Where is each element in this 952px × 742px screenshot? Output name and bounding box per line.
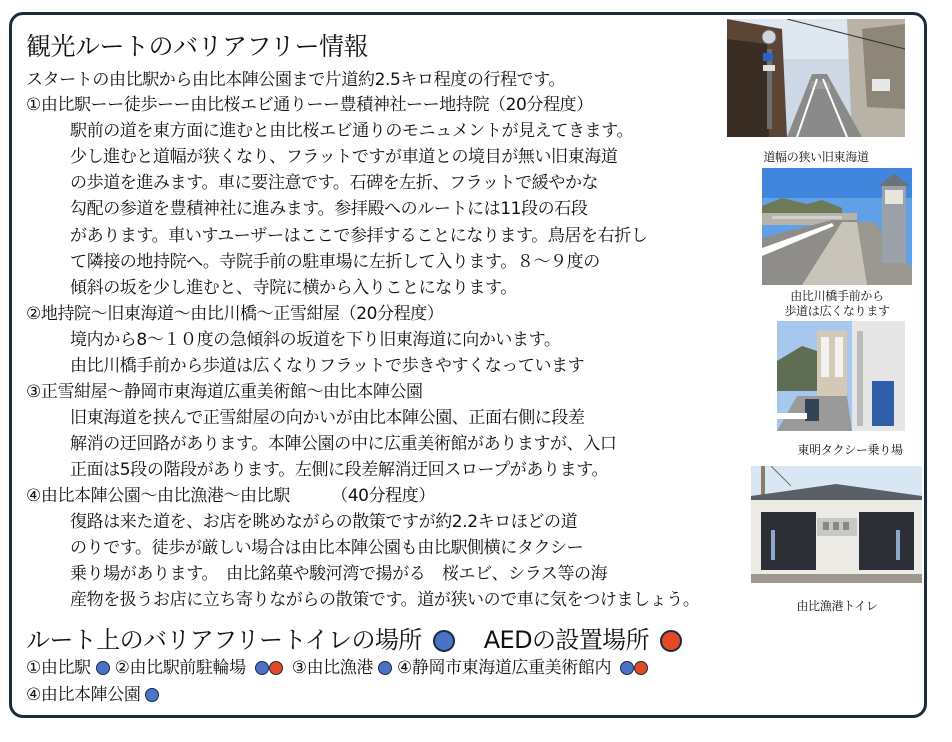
section-1-line: 傾斜の坂を少し進むと、寺院に横から入りことになります。 xyxy=(70,278,517,298)
location-name: ③由比漁港 xyxy=(291,658,373,678)
section-1-heading: ①由比駅ーー徒歩ーー由比桜エビ通りーー豊積神社ーー地持院（20分程度） xyxy=(26,95,593,115)
section-1-line: があります。車いすユーザーはここで参拝することになります。鳥居を右折し xyxy=(70,226,648,246)
section-2-line: 境内から8～１０度の急傾斜の坂道を下り旧東海道に向かいます。 xyxy=(70,330,561,350)
location-list-row-2 xyxy=(26,680,159,705)
toilet-marker-icon xyxy=(620,661,634,675)
section-3-heading: ③正雪紺屋～静岡市東海道広重美術館～由比本陣公園 xyxy=(26,382,423,402)
section-4-line: 復路は来た道を、お店を眺めながらの散策ですが約2.2キロほどの道 xyxy=(70,512,578,532)
aed-legend-label: AEDの設置場所 xyxy=(483,626,649,654)
photo-caption: 由比漁港トイレ xyxy=(796,599,878,613)
aed-marker-icon xyxy=(634,661,648,675)
bridge-sidewalk-photo xyxy=(762,168,912,285)
intro-text: スタートの由比駅から由比本陣公園まで片道約2.5キロ程度の行程です。 xyxy=(26,70,566,90)
toilet-marker-icon xyxy=(378,661,392,675)
page-title: 観光ルートのバリアフリー情報 xyxy=(26,32,369,61)
port-toilet-photo xyxy=(751,466,922,583)
location-list-row-1 xyxy=(26,653,648,678)
section-1-line: 駅前の道を東方面に進むと由比桜エビ通りのモニュメントが見えてきます。 xyxy=(70,121,634,141)
section-3-line: 旧東海道を挟んで正雪紺屋の向かいが由比本陣公園、正面右側に段差 xyxy=(70,408,585,428)
section-4-line: 産物を扱うお店に立ち寄りながらの散策です。道が狭いので車に気をつけましょう。 xyxy=(70,590,700,610)
toilet-legend-label: ルート上のバリアフリートイレの場所 xyxy=(26,626,422,654)
photo-caption: 道幅の狭い旧東海道 xyxy=(763,150,869,164)
location-name: ④静岡市東海道広重美術館内 xyxy=(397,658,612,678)
section-1-line: 勾配の参道を豊積神社に進みます。参拝殿へのルートには11段の石段 xyxy=(70,199,588,219)
taxi-stand-photo xyxy=(777,321,905,431)
toilet-marker-icon xyxy=(145,688,159,702)
location-name: ②由比駅前駐輪場 xyxy=(114,658,246,678)
photo-caption: 由比川橋手前から 歩道は広くなります xyxy=(784,289,890,318)
section-4-line: のりです。徒歩が厳しい場合は由比本陣公園も由比駅側横にタクシー xyxy=(70,538,584,558)
toilet-marker-icon xyxy=(96,661,110,675)
section-2-heading: ②地持院～旧東海道～由比川橋～正雪紺屋（20分程度） xyxy=(26,304,444,324)
location-name: ①由比駅 xyxy=(26,658,91,678)
section-3-line: 解消の迂回路があります。本陣公園の中に広重美術館がありますが、入口 xyxy=(70,434,617,454)
section-1-line: て隣接の地持院へ。寺院手前の駐車場に左折して入ります。８～９度の xyxy=(70,252,600,272)
section-4-heading: ④由比本陣公園～由比漁港～由比駅 （40分程度） xyxy=(26,486,435,506)
section-2-line: 由比川橋手前から歩道は広くなりフラットで歩きやすくなっています xyxy=(70,356,585,376)
section-1-line: の歩道を進みます。車に要注意です。石碑を左折、フラットで緩やかな xyxy=(70,173,599,193)
toilet-marker-icon xyxy=(433,630,455,652)
photo-caption: 東明タクシー乗り場 xyxy=(797,443,903,457)
section-3-line: 正面は5段の階段があります。左側に段差解消迂回スロープがあります。 xyxy=(70,460,609,480)
narrow-street-photo xyxy=(727,19,905,137)
legend xyxy=(26,620,682,655)
toilet-marker-icon xyxy=(255,661,269,675)
aed-marker-icon xyxy=(269,661,283,675)
aed-marker-icon xyxy=(660,630,682,652)
location-name: ④由比本陣公園 xyxy=(26,685,141,705)
section-4-line: 乗り場があります。 由比銘菓や駿河湾で揚がる 桜エビ、シラス等の海 xyxy=(70,564,608,584)
section-1-line: 少し進むと道幅が狭くなり、フラットですが車道との境目が無い旧東海道 xyxy=(70,147,618,167)
